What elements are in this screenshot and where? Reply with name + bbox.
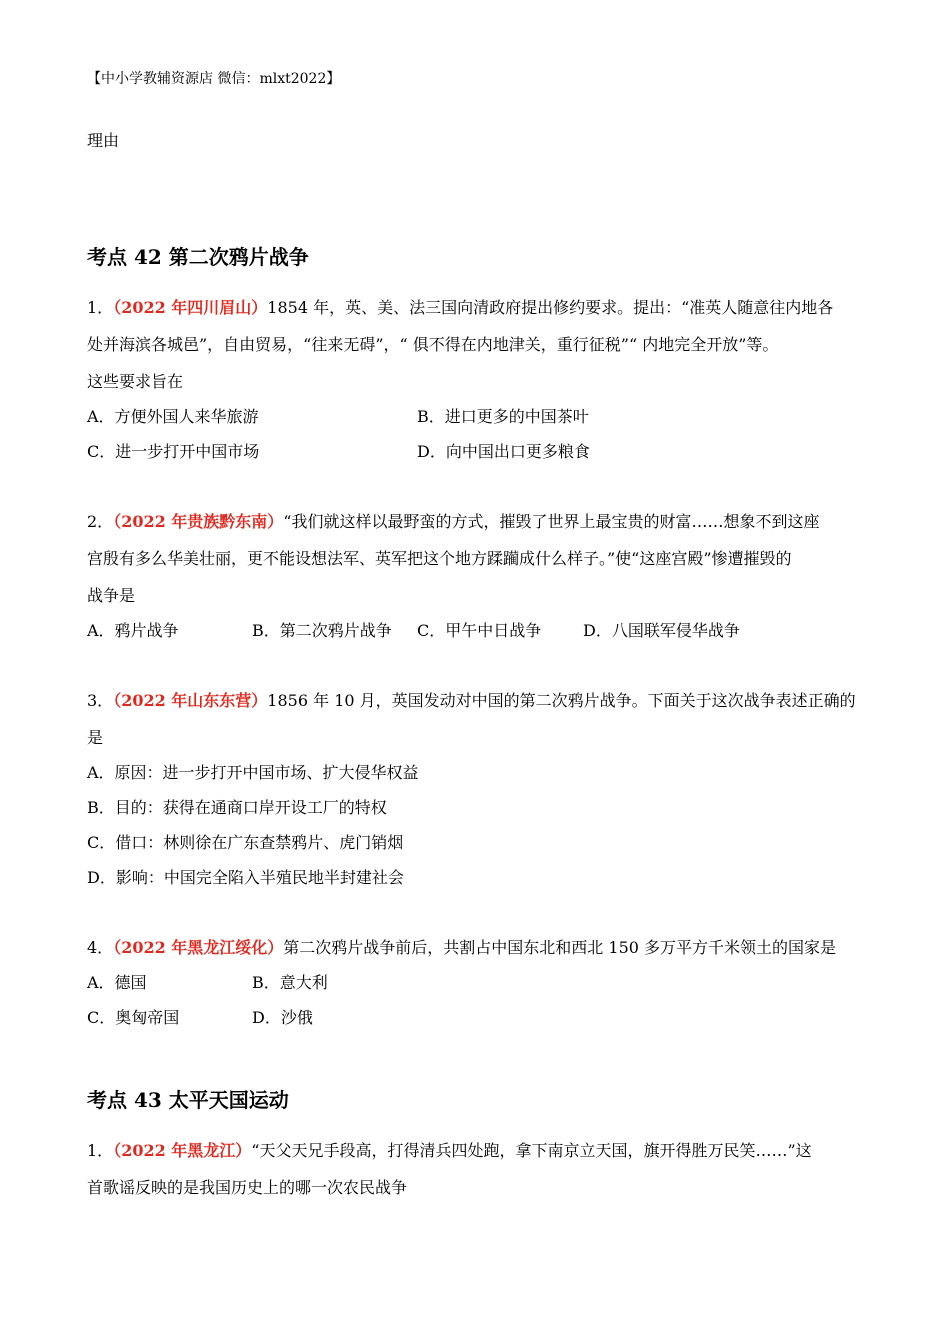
question-stem-line: “我们就这样以最野蛮的方式，摧毁了世界上最宝贵的财富……想象不到这座 (283, 512, 820, 531)
question-4-first-line (87, 935, 836, 958)
option-d: D．向中国出口更多粮食 (417, 442, 590, 461)
question-stem-line: 1856 年 10 月，英国发动对中国的第二次鸦片战争。下面关于这次战争表述正确的 (267, 691, 856, 710)
question-3-first-line (87, 688, 856, 711)
option-b: B．意大利 (252, 973, 328, 992)
question-number: 1． (87, 298, 114, 317)
question-stem-line: 首歌谣反映的是我国历史上的哪一次农民战争 (87, 1178, 408, 1197)
question-1-first-line (87, 295, 833, 318)
option-c: C．借口：林则徐在广东查禁鸦片、虎门销烟 (87, 833, 404, 852)
option-a: A．德国 (87, 973, 147, 992)
question-2-first-line (87, 509, 819, 532)
question-stem-line: 第二次鸦片战争前后，共割占中国东北和西北 150 多万平方千米领土的国家是 (283, 938, 837, 957)
section-title-42: 考点 42 第二次鸦片战争 (87, 245, 309, 269)
page-header: 【中小学教辅资源店 微信：mlxt2022】 (87, 71, 341, 87)
question-1-first-line (87, 1138, 812, 1161)
option-c: C．奥匈帝国 (87, 1008, 180, 1027)
question-stem-line: “天父天兄手段高，打得清兵四处跑，拿下南京立天国，旗开得胜万民笑……”这 (251, 1141, 812, 1160)
question-source: （2022 年贵族黔东南） (113, 512, 284, 531)
question-number: 1． (87, 1141, 114, 1160)
option-a: A．方便外国人来华旅游 (87, 407, 259, 426)
question-stem-line: 处并海滨各城邑”，自由贸易，“往来无碍”，“ 俱不得在内地津关，重行征税”“ 内地完全开放”等。 (87, 335, 779, 354)
option-d: D．八国联军侵华战争 (583, 621, 740, 640)
option-b: B．进口更多的中国茶叶 (417, 407, 589, 426)
option-b: B．第二次鸦片战争 (252, 621, 392, 640)
option-d: D．沙俄 (252, 1008, 313, 1027)
question-source: （2022 年四川眉山） (113, 298, 268, 317)
question-source: （2022 年黑龙江） (113, 1141, 252, 1160)
question-stem-line: 1854 年，英、美、法三国向清政府提出修约要求。提出：“准英人随意往内地各 (267, 298, 834, 317)
question-stem-line: 这些要求旨在 (87, 372, 184, 391)
option-a: A．鸦片战争 (87, 621, 179, 640)
question-number: 2． (87, 512, 114, 531)
option-b: B．目的：获得在通商口岸开设工厂的特权 (87, 798, 387, 817)
question-stem-line: 战争是 (87, 586, 136, 605)
question-number: 3． (87, 691, 114, 710)
option-c: C．甲午中日战争 (417, 621, 542, 640)
option-c: C．进一步打开中国市场 (87, 442, 260, 461)
previous-question-tail: 理由 (87, 131, 120, 150)
section-title-43: 考点 43 太平天国运动 (87, 1088, 289, 1112)
option-a: A．原因：进一步打开中国市场、扩大侵华权益 (87, 763, 419, 782)
question-source: （2022 年黑龙江绥化） (113, 938, 284, 957)
question-stem-line: 是 (87, 728, 104, 747)
question-stem-line: 宫殷有多么华美壮丽，更不能设想法军、英军把这个地方蹂躏成什么样子。”使“这座宫殿”惨遭摧毁的 (87, 549, 792, 568)
option-d: D．影响：中国完全陷入半殖民地半封建社会 (87, 868, 404, 887)
question-source: （2022 年山东东营） (113, 691, 268, 710)
question-number: 4． (87, 938, 114, 957)
